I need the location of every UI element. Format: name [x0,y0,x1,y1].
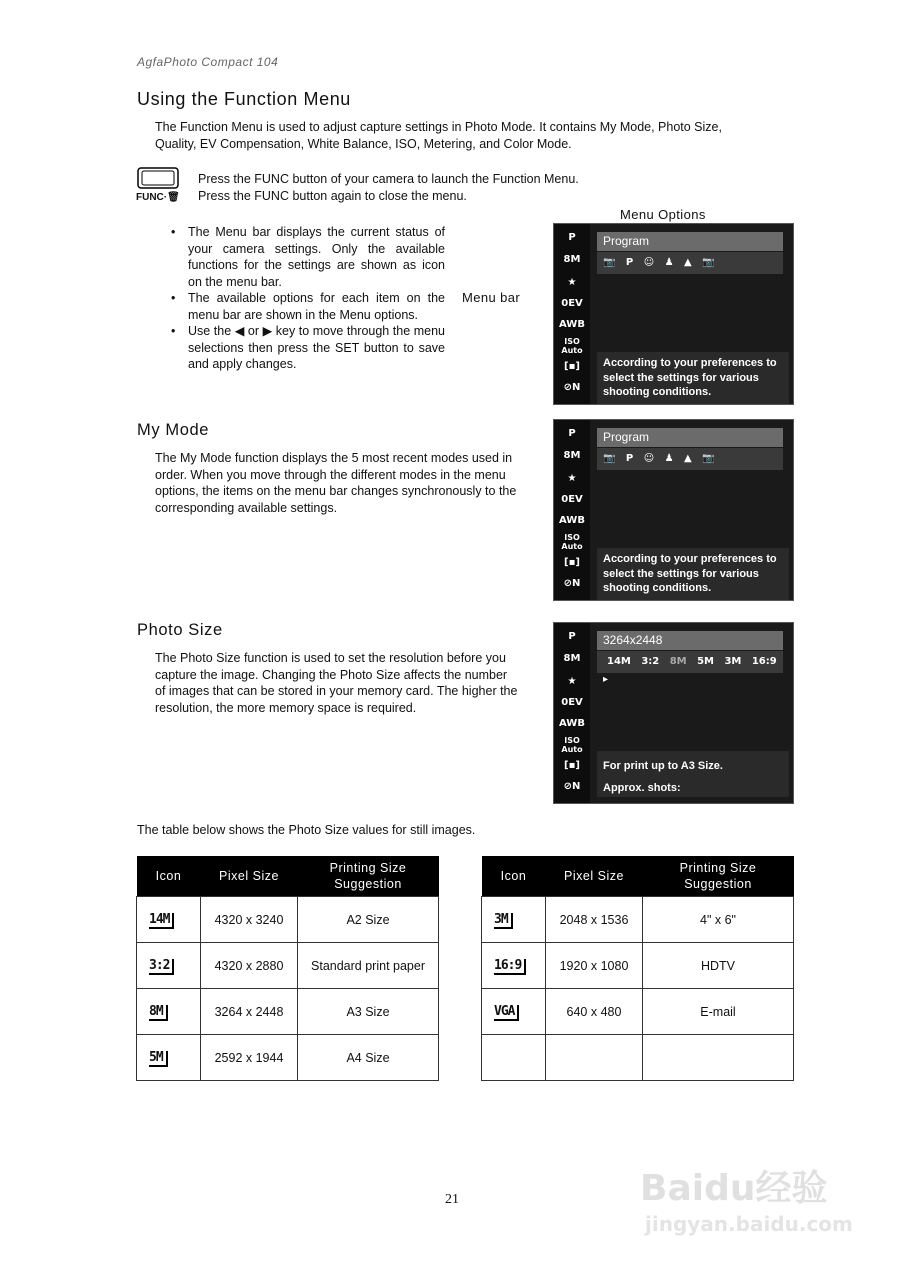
header-printing-size: Printing Size Suggestion [643,856,794,897]
photo-size-8m-icon: 8M [149,1005,168,1021]
menu-bar [554,224,590,404]
photo-size-16-9-icon: 16:9 [494,959,526,975]
size-option: 3:2 [641,656,660,667]
menu-bar [554,420,590,600]
my-mode-paragraph: The My Mode function displays the 5 most recent modes used in order. When you move through the different modes in the menu options, the items on the menu bar changes synchronously to the corresponding available settings. [155,451,517,515]
landscape-icon: ▲ [684,257,692,268]
trash-icon: ·🗑 [163,192,180,203]
menu-bar [554,623,590,803]
table-row [137,989,439,1035]
print-size-cell [643,1035,794,1081]
portrait-icon: ♟ [664,257,674,268]
color-mode-icon: ⊘N [563,781,581,792]
quality-icon: ★ [567,676,577,687]
camera-screen-my-mode [553,419,794,601]
my-mode-icon: P [568,428,576,439]
bullet-item: • The available options for each item on the menu bar are shown in the Menu options. [171,290,445,323]
table-row [137,943,439,989]
header-pixel-size: Pixel Size [201,856,298,897]
chevron-right-icon: ▸ [603,674,609,685]
quality-icon: ★ [567,277,577,288]
menu-option-title: 3264x2448 [597,631,783,650]
section-title-photo-size: Photo Size [137,621,223,639]
bullet-item: • The Menu bar displays the current status of your camera settings. Only the available functions for the settings are shown as icon on the menu bar. [171,224,445,290]
menu-option-title: Program [597,232,783,251]
smile-icon: ☺ [643,257,655,268]
page-number: 21 [445,1192,459,1207]
mode-options-row [597,448,783,470]
pixel-size-cell: 3264 x 2448 [201,989,298,1035]
func-label: FUNC·🗑 [136,192,180,203]
photo-size-icon: 8M [563,254,581,265]
print-size-cell: HDTV [643,943,794,989]
header-pixel-size: Pixel Size [546,856,643,897]
header-icon: Icon [137,856,201,897]
print-size-cell: 4" x 6" [643,897,794,943]
portrait-icon: ♟ [664,453,674,464]
landscape-icon: ▲ [684,453,692,464]
my-mode-icon: P [568,631,576,642]
ev-icon: 0EV [561,298,583,309]
print-size-cell: A2 Size [298,897,439,943]
intro-paragraph: The Function Menu is used to adjust capture settings in Photo Mode. It contains My Mode, Photo Size, Quality, EV Compensation, White Balance, ISO, Metering, and Color Mode. [155,120,722,151]
baidu-watermark-logo: Baidu经验 [640,1168,828,1209]
baidu-watermark-url: jingyan.baidu.com [645,1212,853,1236]
size-option: 8M [669,656,687,667]
my-mode-icon: P [568,232,576,243]
bullet-list [171,224,445,373]
pixel-size-cell [546,1035,643,1081]
photo-size-14m-icon: 14M [149,913,174,929]
iso-icon: ISO Auto [561,337,583,355]
header-printing-size: Printing Size Suggestion [298,856,439,897]
white-balance-icon: AWB [559,319,585,330]
print-size-cell: E-mail [643,989,794,1035]
press-instruction-1: Press the FUNC button of your camera to launch the Function Menu. [198,172,579,186]
table-row [482,897,794,943]
camera-auto-icon: 📷 [603,453,616,464]
ev-icon: 0EV [561,494,583,505]
photo-size-table-right [481,856,794,1081]
program-icon: P [625,453,634,464]
metering-icon: [▪] [564,557,580,568]
option-description: According to your preferences to select the settings for various shooting conditions. [597,352,789,404]
document-header: AgfaPhoto Compact 104 [137,55,279,69]
photo-size-icon: 8M [563,653,581,664]
table-intro: The table below shows the Photo Size values for still images. [137,823,476,837]
table-row [482,1035,794,1081]
color-mode-icon: ⊘N [563,382,581,393]
photo-size-table-left [136,856,439,1081]
pixel-size-cell: 1920 x 1080 [546,943,643,989]
table-row [137,897,439,943]
size-option: 3M [724,656,742,667]
iso-icon: ISO Auto [561,533,583,551]
pixel-size-cell: 2048 x 1536 [546,897,643,943]
size-option: 5M [697,656,714,667]
photo-size-paragraph: The Photo Size function is used to set the resolution before you capture the image. Changing the Photo Size affects the number of images that can be stored in your memory card. The higher the resolution, the more memory space is required. [155,651,518,715]
option-description: According to your preferences to select the settings for various shooting conditions. [597,548,789,600]
metering-icon: [▪] [564,760,580,771]
program-icon: P [625,257,634,268]
section-title-function-menu: Using the Function Menu [137,89,351,109]
size-option: 14M [607,656,631,667]
camera-settings-icon: 📷 [702,453,715,464]
header-icon: Icon [482,856,546,897]
bullet-item: • Use the ◀ or ▶ key to move through the menu selections then press the SET button to save and apply changes. [171,323,445,373]
smile-icon: ☺ [643,453,655,464]
approx-shots: Approx. shots: [603,782,681,794]
menu-options-label: Menu Options [620,207,706,222]
mode-options-row [597,252,783,274]
camera-auto-icon: 📷 [603,257,616,268]
empty-icon-cell [482,1035,546,1081]
white-balance-icon: AWB [559,515,585,526]
press-instruction-2: Press the FUNC button again to close the menu. [198,189,467,203]
metering-icon: [▪] [564,361,580,372]
photo-size-5m-icon: 5M [149,1051,168,1067]
pixel-size-cell: 4320 x 3240 [201,897,298,943]
size-options-row [597,651,783,685]
color-mode-icon: ⊘N [563,578,581,589]
func-button-icon [137,167,179,189]
photo-size-icon: 8M [563,450,581,461]
quality-icon: ★ [567,473,577,484]
pixel-size-cell: 4320 x 2880 [201,943,298,989]
camera-screen-photo-size [553,622,794,804]
table-row [482,989,794,1035]
print-size-cell: A4 Size [298,1035,439,1081]
photo-size-vga-icon: VGA [494,1005,519,1021]
iso-icon: ISO Auto [561,736,583,754]
white-balance-icon: AWB [559,718,585,729]
print-size-cell: Standard print paper [298,943,439,989]
photo-size-3-2-icon: 3:2 [149,959,174,975]
table-row [482,943,794,989]
section-title-my-mode: My Mode [137,421,210,439]
table-row [137,1035,439,1081]
size-option: 16:9 [751,656,777,667]
photo-size-3m-icon: 3M [494,913,513,929]
print-size-cell: A3 Size [298,989,439,1035]
print-suggestion: For print up to A3 Size. [603,760,723,772]
pixel-size-cell: 2592 x 1944 [201,1035,298,1081]
pixel-size-cell: 640 x 480 [546,989,643,1035]
menu-option-title: Program [597,428,783,447]
option-description [597,751,789,797]
ev-icon: 0EV [561,697,583,708]
camera-settings-icon: 📷 [702,257,715,268]
menu-bar-label: Menu bar [462,290,521,305]
camera-screen-function-menu [553,223,794,405]
